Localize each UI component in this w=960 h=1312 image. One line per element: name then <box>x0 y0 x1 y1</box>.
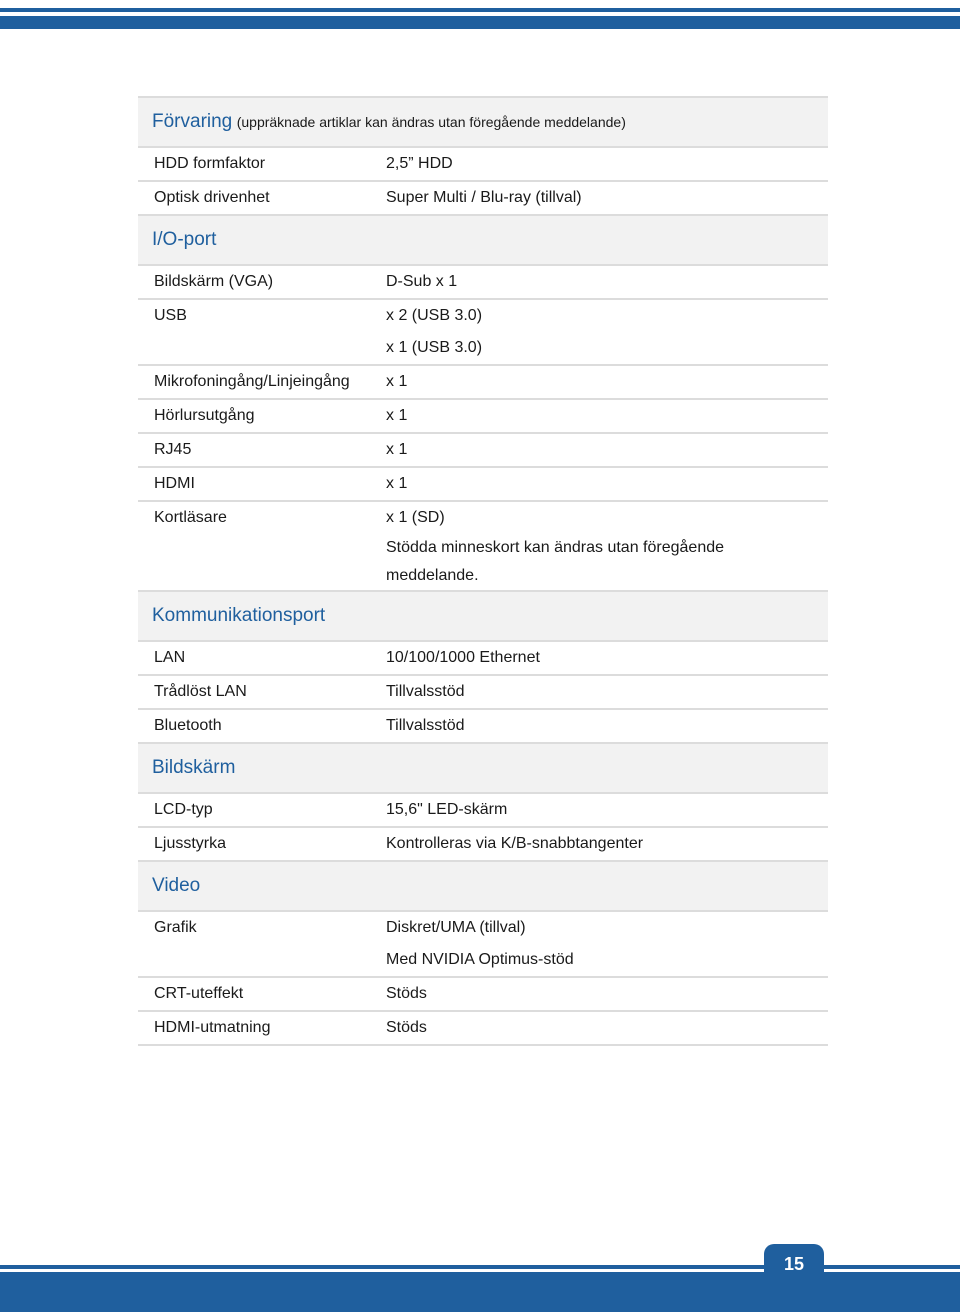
spec-value: Tillvalsstöd <box>386 683 465 700</box>
header-bar <box>0 0 960 30</box>
spec-label: Bluetooth <box>154 717 222 734</box>
spec-label: Mikrofoningång/Linjeingång <box>154 373 350 390</box>
spec-table <box>138 96 828 1046</box>
spec-row <box>138 827 828 861</box>
spec-value: 10/100/1000 Ethernet <box>386 649 540 666</box>
spec-row <box>138 641 828 675</box>
spec-row <box>138 299 828 365</box>
spec-row <box>138 501 828 591</box>
spec-row <box>138 1011 828 1045</box>
spec-label: Bildskärm (VGA) <box>154 273 274 290</box>
section-title: Video <box>152 874 201 896</box>
spec-label: HDMI-utmatning <box>154 1019 271 1036</box>
spec-value: x 1 <box>386 475 408 492</box>
section-header <box>138 97 828 147</box>
spec-label: HDD formfaktor <box>154 155 266 172</box>
spec-row <box>138 433 828 467</box>
spec-value: D-Sub x 1 <box>386 273 458 290</box>
spec-label: RJ45 <box>154 441 192 458</box>
spec-label: LAN <box>154 649 186 666</box>
section-title: Kommunikationsport <box>152 604 326 626</box>
spec-value: Stödda minneskort kan ändras utan föregående <box>386 539 725 556</box>
section-title: Förvaring <box>152 110 233 132</box>
spec-value: Med NVIDIA Optimus-stöd <box>386 951 574 968</box>
section-title: I/O-port <box>152 228 217 250</box>
spec-row <box>138 181 828 215</box>
spec-row <box>138 265 828 299</box>
spec-value: Kontrolleras via K/B-snabbtangenter <box>386 835 644 852</box>
spec-row <box>138 399 828 433</box>
spec-value: Super Multi / Blu-ray (tillval) <box>386 189 582 206</box>
header-rule <box>0 8 960 12</box>
spec-row <box>138 709 828 743</box>
spec-value: x 1 (SD) <box>386 509 445 526</box>
spec-row <box>138 977 828 1011</box>
section-header <box>138 591 828 641</box>
spec-value: 2,5” HDD <box>386 155 453 172</box>
spec-value: 15,6" LED-skärm <box>386 801 508 818</box>
spec-value: x 1 <box>386 407 408 424</box>
header-band <box>0 16 960 29</box>
spec-label: USB <box>154 307 187 324</box>
spec-label: Ljusstyrka <box>154 835 227 852</box>
spec-value: x 1 (USB 3.0) <box>386 339 483 356</box>
spec-label: CRT-uteffekt <box>154 985 244 1002</box>
page-number: 15 <box>764 1244 824 1284</box>
spec-value: meddelande. <box>386 567 479 584</box>
spec-value: Diskret/UMA (tillval) <box>386 919 526 936</box>
spec-row <box>138 147 828 181</box>
spec-label: Hörlursutgång <box>154 407 255 424</box>
section-note: (uppräknade artiklar kan ändras utan föregående meddelande) <box>236 113 626 130</box>
spec-label: Trådlöst LAN <box>154 683 247 700</box>
spec-label: HDMI <box>154 475 195 492</box>
section-header <box>138 215 828 265</box>
spec-row <box>138 675 828 709</box>
spec-row <box>138 365 828 399</box>
spec-label: Optisk drivenhet <box>154 189 270 206</box>
section-header <box>138 743 828 793</box>
spec-row <box>138 793 828 827</box>
spec-label: Grafik <box>154 919 197 936</box>
spec-value: x 1 <box>386 441 408 458</box>
spec-value: x 2 (USB 3.0) <box>386 307 483 324</box>
section-header <box>138 861 828 911</box>
spec-label: LCD-typ <box>154 801 213 818</box>
section-title: Bildskärm <box>152 756 236 778</box>
footer <box>0 1240 960 1312</box>
spec-row <box>138 467 828 501</box>
spec-row <box>138 911 828 977</box>
spec-value: Tillvalsstöd <box>386 717 465 734</box>
spec-value: Stöds <box>386 985 427 1002</box>
spec-label: Kortläsare <box>154 509 227 526</box>
spec-value: x 1 <box>386 373 408 390</box>
spec-value: Stöds <box>386 1019 427 1036</box>
